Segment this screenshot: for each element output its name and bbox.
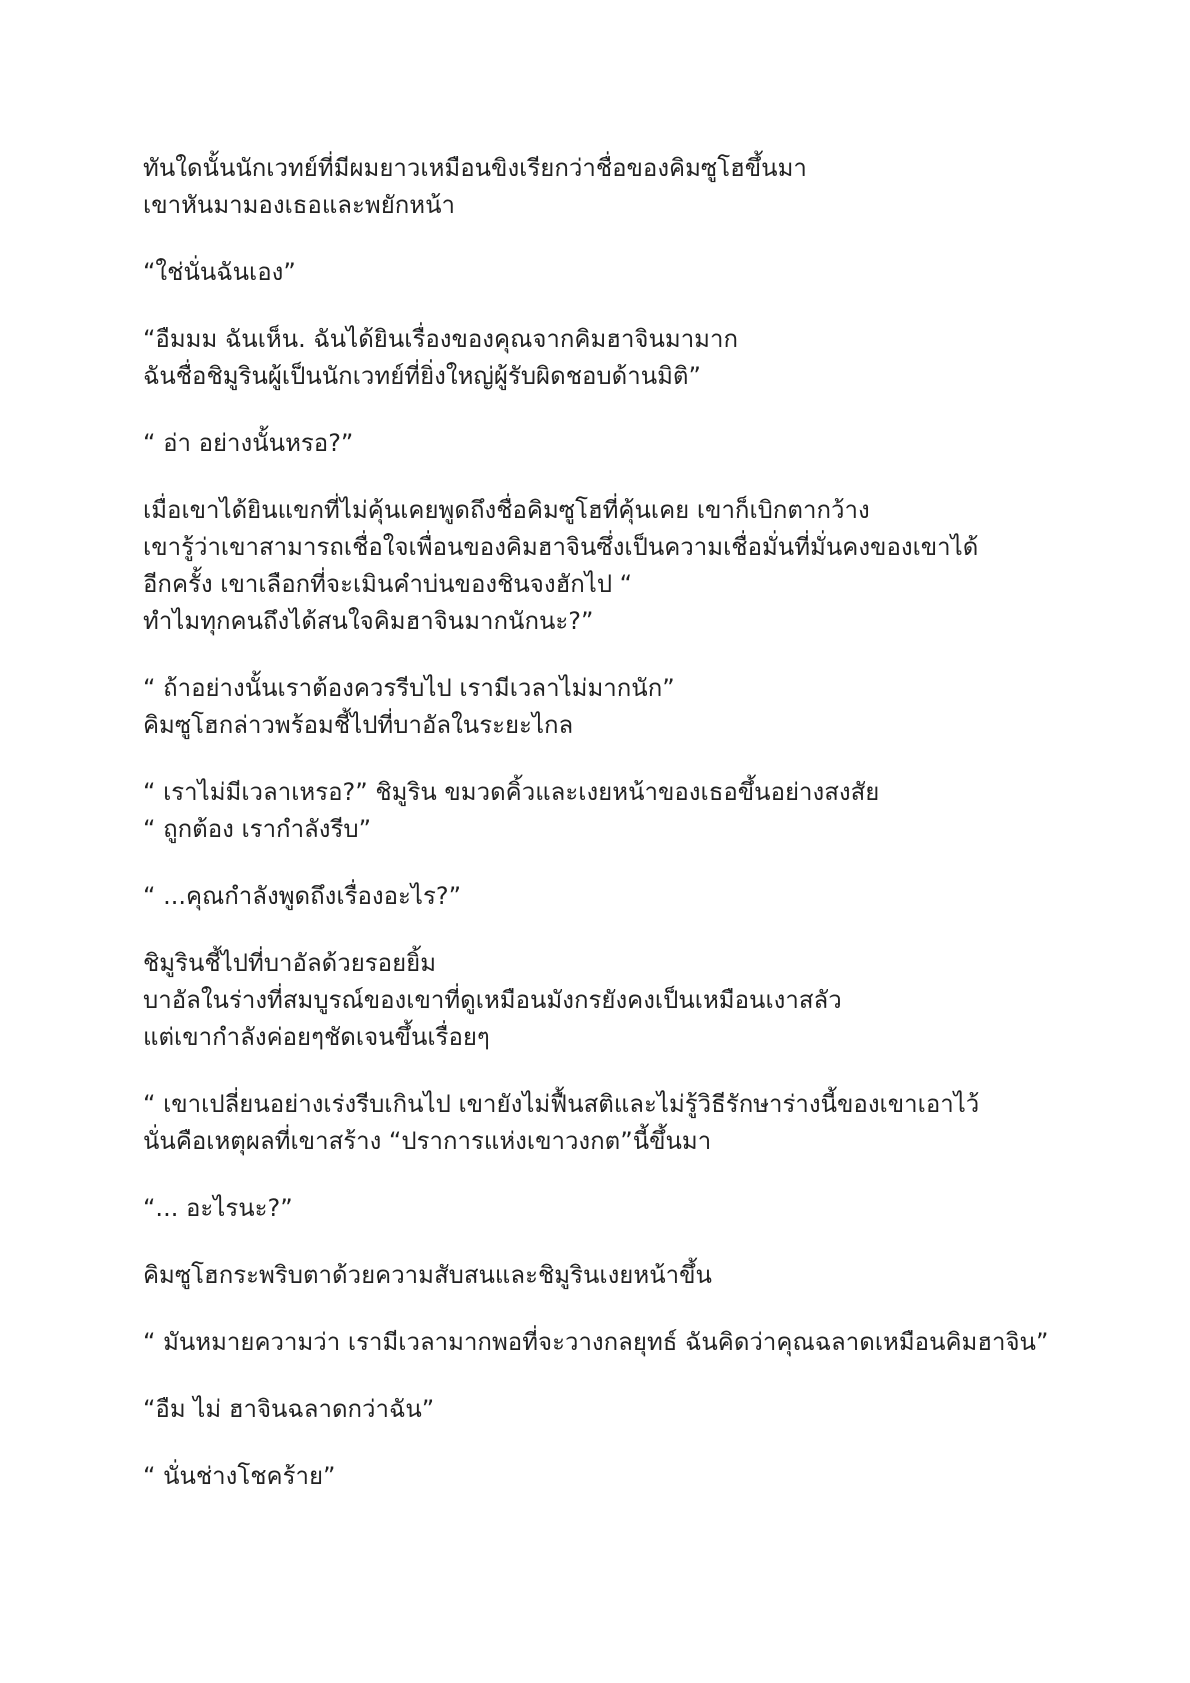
text-line: “ นั่นช่างโชคร้าย” [143, 1462, 336, 1490]
paragraph [143, 1391, 1083, 1428]
text-line: เขาหันมามองเธอและพยักหน้า [143, 191, 456, 219]
text-line: “อืม ไม่ ฮาจินฉลาดกว่าฉัน” [143, 1395, 435, 1423]
paragraph [143, 1190, 1083, 1227]
text-line: “ เราไม่มีเวลาเหรอ?” ชิมูริน ขมวดคิ้วและเงยหน้าของเธอขึ้นอย่างสงสัย [143, 778, 880, 806]
paragraph [143, 254, 1083, 291]
paragraph [143, 150, 1083, 224]
paragraph [143, 1257, 1083, 1294]
text-line: “ มันหมายความว่า เรามีเวลามากพอที่จะวางกลยุทธ์ ฉันคิดว่าคุณฉลาดเหมือนคิมฮาจิน” [143, 1328, 1049, 1356]
text-line: แต่เขากำลังค่อยๆชัดเจนขึ้นเรื่อยๆ [143, 1023, 490, 1051]
paragraph [143, 425, 1083, 462]
text-line: คิมซูโฮกล่าวพร้อมชี้ไปที่บาอัลในระยะไกล [143, 711, 574, 739]
text-line: ชิมูรินชี้ไปที่บาอัลด้วยรอยยิ้ม [143, 949, 437, 977]
text-line: บาอัลในร่างที่สมบูรณ์ของเขาที่ดูเหมือนมังกรยังคงเป็นเหมือนเงาสลัว [143, 986, 842, 1014]
text-line: คิมซูโฮกระพริบตาด้วยความสับสนและชิมูรินเงยหน้าขึ้น [143, 1261, 712, 1289]
paragraph [143, 1458, 1083, 1495]
text-line: “ ถูกต้อง เรากำลังรีบ” [143, 815, 372, 843]
paragraph [143, 945, 1083, 1056]
paragraph [143, 878, 1083, 915]
text-line: “ เขาเปลี่ยนอย่างเร่งรีบเกินไป เขายังไม่ฟื้นสติและไม่รู้วิธีรักษาร่างนี้ของเขาเอาไว้ [143, 1090, 980, 1118]
text-line: ทำไมทุกคนถึงได้สนใจคิมฮาจินมากนักนะ?” [143, 607, 594, 635]
text-line: “ ถ้าอย่างนั้นเราต้องควรรีบไป เรามีเวลาไม่มากนัก” [143, 674, 675, 702]
paragraph [143, 1086, 1083, 1160]
text-line: นั่นคือเหตุผลที่เขาสร้าง “ปราการแห่งเขาวงกต”นี้ขึ้นมา [143, 1127, 712, 1155]
text-line: เมื่อเขาได้ยินแขกที่ไม่คุ้นเคยพูดถึงชื่อคิมซูโฮที่คุ้นเคย เขาก็เบิกตากว้าง [143, 496, 870, 524]
document-body [143, 150, 1083, 1525]
text-line: “ อ่า อย่างนั้นหรอ?” [143, 429, 354, 457]
text-line: เขารู้ว่าเขาสามารถเชื่อใจเพื่อนของคิมฮาจินซึ่งเป็นความเชื่อมั่นที่มั่นคงของเขาได้ [143, 533, 979, 561]
paragraph [143, 774, 1083, 848]
text-line: “ ...คุณกำลังพูดถึงเรื่องอะไร?” [143, 882, 462, 910]
text-line: “อืมมม ฉันเห็น. ฉันได้ยินเรื่องของคุณจากคิมฮาจินมามาก [143, 325, 739, 353]
paragraph [143, 670, 1083, 744]
text-line: “ใช่นั่นฉันเอง” [143, 258, 296, 286]
paragraph [143, 1324, 1083, 1361]
paragraph [143, 321, 1083, 395]
text-line: ทันใดนั้นนักเวทย์ที่มีผมยาวเหมือนขิงเรียกว่าชื่อของคิมซูโฮขึ้นมา [143, 154, 807, 182]
text-line: อีกครั้ง เขาเลือกที่จะเมินคำบ่นของชินจงฮักไป “ [143, 570, 633, 598]
text-line: ฉันชื่อชิมูรินผู้เป็นนักเวทย์ที่ยิ่งใหญ่ผู้รับผิดชอบด้านมิติ” [143, 362, 701, 390]
text-line: “... อะไรนะ?” [143, 1194, 293, 1222]
paragraph [143, 492, 1083, 640]
